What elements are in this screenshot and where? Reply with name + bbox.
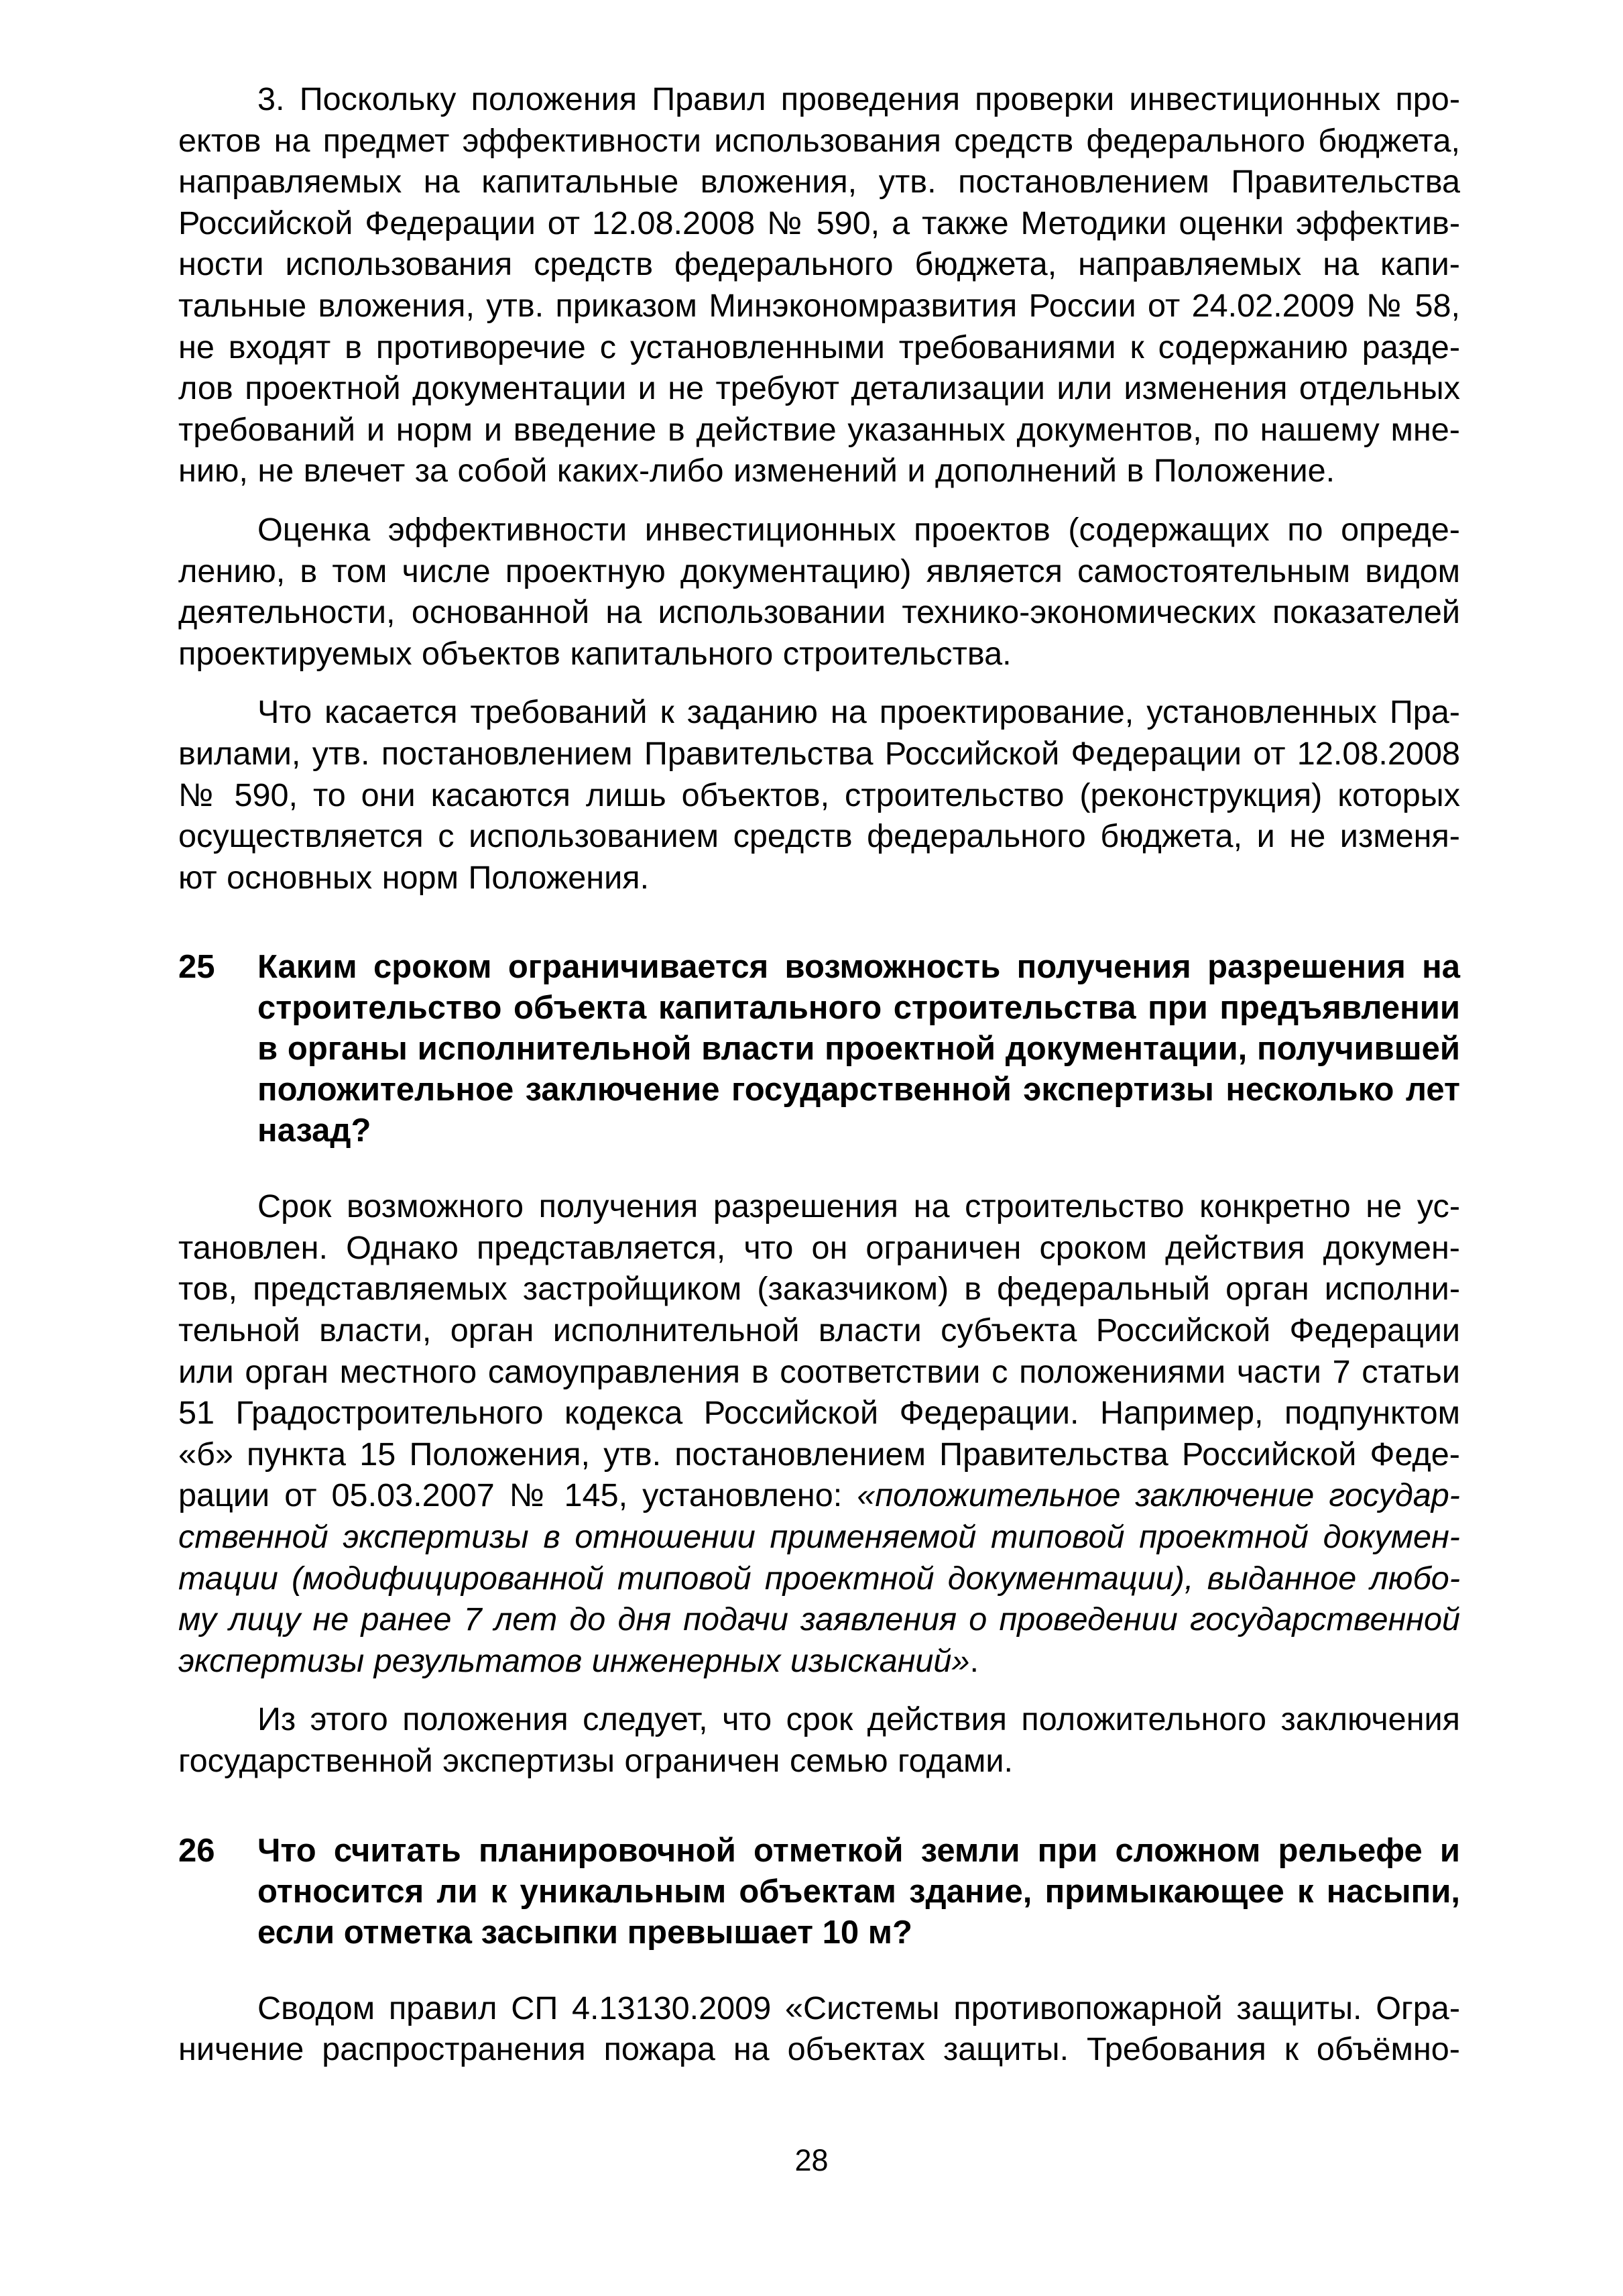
text-line: ектов на предмет эффективности использования средств федерального бюджета,: [178, 122, 1460, 159]
question-25: [178, 947, 1460, 1151]
text-line: направляемых на капитальные вложения, утв. постановлением Правительства: [178, 164, 1460, 200]
text-line: Срок возможного получения разрешения на строительство конкретно не ус-: [257, 1188, 1460, 1225]
text-line: проектируемых объектов капитального строительства.: [178, 635, 1012, 672]
text-line: положительное заключение государственной экспертизы несколько лет: [257, 1072, 1460, 1108]
text-line: № 590, то они касаются лишь объектов, строительство (реконструкция) которых: [178, 777, 1460, 813]
quote-line: му лицу не ранее 7 лет до дня подачи заявления о проведении государственной: [178, 1601, 1460, 1638]
text-line: тальные вложения, утв. приказом Минэкономразвития России от 24.02.2009 № 58,: [178, 287, 1460, 324]
quote-line: тации (модифицированной типовой проектной документации), выданное любо-: [178, 1560, 1460, 1597]
text-line: Из этого положения следует, что срок действия положительного заключения: [257, 1701, 1460, 1738]
text-line: вилами, утв. постановлением Правительства Российской Федерации от 12.08.2008: [178, 735, 1460, 772]
text-line: назад?: [257, 1112, 371, 1149]
text-line: лению, в том числе проектную документацию) является самостоятельным видом: [178, 553, 1460, 589]
document-page: [178, 79, 1460, 2088]
text-line: Что считать планировочной отметкой земли при сложном рельефе и: [257, 1832, 1460, 1869]
text-line: строительство объекта капитального строительства при предъявлении: [257, 990, 1460, 1027]
text-line: если отметка засыпки превышает 10 м?: [257, 1914, 912, 1951]
text-line: деятельности, основанной на использовании технико-экономических показателей: [178, 594, 1460, 631]
text-line: лов проектной документации и не требуют детализации или изменения отдельных: [178, 370, 1460, 407]
text-line: не входят в противоречие с установленными требованиями к содержанию разде-: [178, 329, 1460, 365]
text-line: в органы исполнительной власти проектной документации, получившей: [257, 1031, 1460, 1068]
question-text: [257, 947, 1460, 1151]
question-26: [178, 1831, 1460, 1953]
paragraph-2: [178, 510, 1460, 675]
text-line: Российской Федерации от 12.08.2008 № 590, а также Методики оценки эффектив-: [178, 205, 1460, 241]
answer-26-paragraph-1: [178, 1988, 1460, 2071]
page-number: 28: [794, 2143, 829, 2177]
paragraph-1: [178, 79, 1460, 492]
text-line: тов, представляемых застройщиком (заказчиком) в федеральный орган исполни-: [178, 1271, 1460, 1308]
text-line: Сводом правил СП 4.13130.2009 «Системы противопожарной защиты. Огра-: [257, 1990, 1460, 2026]
text-line: [178, 1475, 1460, 1517]
text-line: осуществляется с использованием средств федерального бюджета, и не изменя-: [178, 818, 1460, 855]
text-line: относится ли к уникальным объектам здание, примыкающее к насыпи,: [257, 1873, 1460, 1910]
text-line: [178, 1641, 1460, 1682]
answer-25-paragraph-2: [178, 1699, 1460, 1782]
text-line: нию, не влечет за собой каких-либо изменений и дополнений в Положение.: [178, 453, 1335, 490]
quote-text: «положительное заключение государ-: [857, 1477, 1460, 1514]
question-number: 26: [178, 1832, 215, 1869]
text-line: ют основных норм Положения.: [178, 859, 650, 896]
text-line: тельной власти, орган исполнительной власти субъекта Российской Федерации: [178, 1312, 1460, 1349]
quote-text: экспертизы результатов инженерных изысканий»: [178, 1642, 970, 1679]
plain-text: рации от 05.03.2007 № 145, установлено:: [178, 1477, 857, 1514]
quote-line: ственной экспертизы в отношении применяемой типовой проектной докумен-: [178, 1519, 1460, 1556]
text-line: «б» пункта 15 Положения, утв. постановлением Правительства Российской Феде-: [178, 1436, 1460, 1473]
question-text: [257, 1831, 1460, 1953]
text-line: тановлен. Однако представляется, что он ограничен сроком действия докумен-: [178, 1229, 1460, 1266]
text-line: требований и норм и введение в действие указанных документов, по нашему мне-: [178, 411, 1460, 448]
text-line: ничение распространения пожара на объектах защиты. Требования к объёмно-: [178, 2031, 1460, 2068]
text-line: государственной экспертизы ограничен семью годами.: [178, 1743, 1014, 1779]
answer-25-paragraph-1: [178, 1186, 1460, 1682]
text-line: Что касается требований к заданию на проектирование, установленных Пра-: [257, 694, 1460, 731]
text-line: или орган местного самоуправления в соответствии с положениями части 7 статьи: [178, 1353, 1460, 1390]
paragraph-3: [178, 692, 1460, 899]
question-number: 25: [178, 949, 215, 986]
text-line: 3. Поскольку положения Правил проведения проверки инвестиционных про-: [257, 81, 1460, 117]
plain-text: .: [969, 1642, 979, 1679]
text-line: ности использования средств федерального бюджета, направляемых на капи-: [178, 246, 1460, 283]
text-line: Оценка эффективности инвестиционных проектов (содержащих по опреде-: [257, 511, 1460, 548]
text-line: 51 Градостроительного кодекса Российской Федерации. Например, подпунктом: [178, 1395, 1460, 1432]
text-line: Каким сроком ограничивается возможность получения разрешения на: [257, 949, 1460, 986]
